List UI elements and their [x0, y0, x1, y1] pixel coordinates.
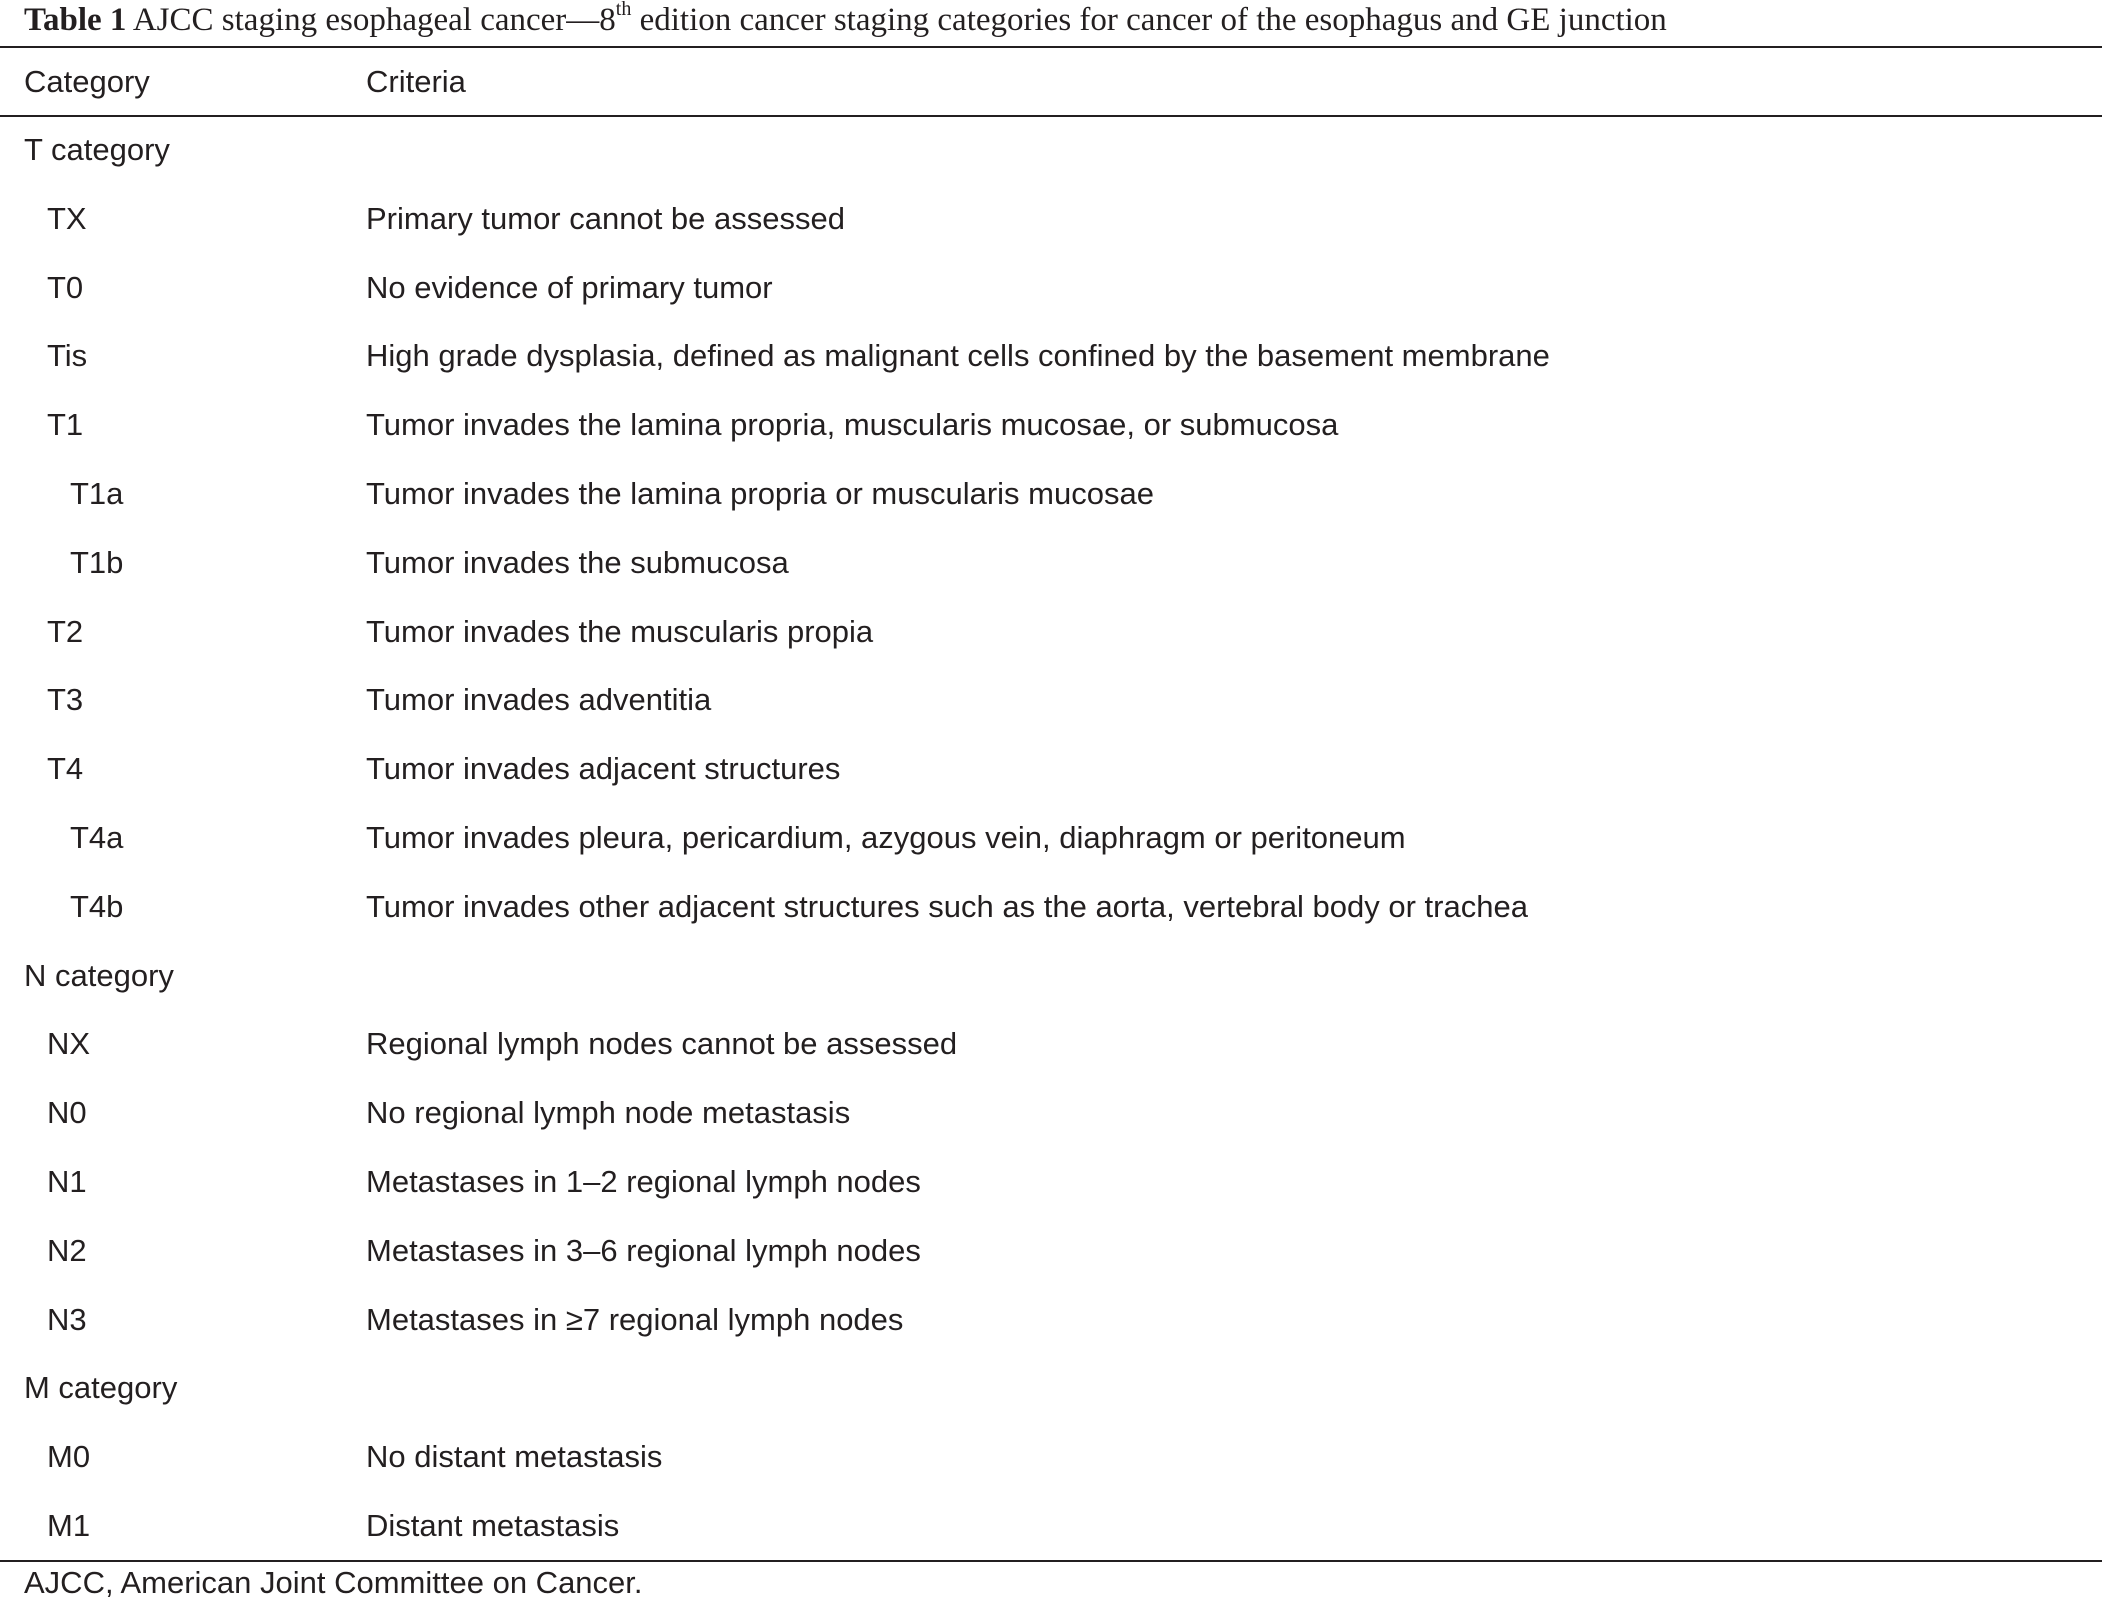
stage-criteria: Distant metastasis [366, 1507, 620, 1543]
table-row [0, 1492, 2102, 1561]
table-row [0, 1079, 2102, 1148]
stage-code: T4a [70, 819, 124, 855]
group-title: N category [24, 957, 174, 993]
stage-criteria: No evidence of primary tumor [366, 269, 773, 305]
stage-code: N1 [47, 1163, 87, 1199]
table-body [0, 116, 2102, 1561]
table-row [0, 322, 2102, 391]
table-title-part-1: AJCC staging esophageal cancer—8 [132, 2, 616, 38]
table-row [0, 873, 2102, 942]
table-row [0, 185, 2102, 254]
header-criteria: Criteria [366, 64, 466, 99]
stage-code: N3 [47, 1301, 87, 1337]
group-title: M category [24, 1370, 178, 1406]
stage-code: N2 [47, 1232, 87, 1268]
stage-criteria: No distant metastasis [366, 1439, 663, 1475]
stage-code: T4 [47, 751, 84, 787]
stage-code: Tis [47, 338, 88, 374]
stage-criteria: Regional lymph nodes cannot be assessed [366, 1026, 958, 1062]
stage-criteria: Tumor invades the submucosa [366, 544, 789, 580]
table-row [0, 529, 2102, 598]
table-row [0, 804, 2102, 873]
table-number: Table 1 [24, 2, 127, 38]
stage-criteria: No regional lymph node metastasis [366, 1095, 851, 1131]
table-row [0, 1148, 2102, 1217]
table-row [0, 598, 2102, 667]
stage-code: TX [47, 200, 87, 236]
stage-code: T2 [47, 613, 84, 649]
stage-criteria: Tumor invades adventitia [366, 682, 712, 718]
group-row [0, 1354, 2102, 1423]
stage-criteria: High grade dysplasia, defined as malignant cells confined by the basement membrane [366, 338, 1550, 374]
stage-code: T3 [47, 682, 84, 718]
stage-code: M1 [47, 1507, 91, 1543]
table-header-row [0, 48, 2102, 116]
stage-code: T1 [47, 407, 84, 443]
group-row [0, 942, 2102, 1011]
stage-code: T4b [70, 888, 124, 924]
table-caption [24, 0, 1667, 42]
table-row [0, 1217, 2102, 1286]
stage-code: T1a [70, 475, 124, 511]
header-rule [0, 115, 2102, 117]
stage-code: M0 [47, 1439, 91, 1475]
table-row [0, 735, 2102, 804]
stage-criteria: Primary tumor cannot be assessed [366, 200, 845, 236]
table-row [0, 254, 2102, 323]
table-title-part-2: edition cancer staging categories for cancer of the esophagus and GE junction [631, 2, 1667, 38]
table-row [0, 460, 2102, 529]
edition-superscript: th [615, 0, 632, 20]
staging-table [0, 48, 2102, 1561]
stage-criteria: Tumor invades pleura, pericardium, azygous vein, diaphragm or peritoneum [366, 819, 1406, 855]
stage-criteria: Metastases in 3–6 regional lymph nodes [366, 1232, 921, 1268]
table-row [0, 1423, 2102, 1492]
stage-code: T0 [47, 269, 84, 305]
stage-code: N0 [47, 1095, 87, 1131]
stage-criteria: Tumor invades the lamina propria, muscularis mucosae, or submucosa [366, 407, 1339, 443]
stage-criteria: Tumor invades other adjacent structures such as the aorta, vertebral body or trachea [366, 888, 1528, 924]
table-footnote: AJCC, American Joint Committee on Cancer. [24, 1565, 643, 1600]
stage-code: T1b [70, 544, 124, 580]
group-title: T category [24, 132, 170, 167]
stage-criteria: Tumor invades adjacent structures [366, 751, 841, 787]
stage-criteria: Metastases in ≥7 regional lymph nodes [366, 1301, 904, 1337]
stage-criteria: Tumor invades the lamina propria or muscularis mucosae [366, 475, 1154, 511]
header-category: Category [24, 64, 150, 99]
group-row [0, 116, 2102, 185]
stage-code: NX [47, 1026, 91, 1062]
table-row [0, 666, 2102, 735]
table-row [0, 1286, 2102, 1355]
table-row [0, 391, 2102, 460]
table-row [0, 1010, 2102, 1079]
stage-criteria: Tumor invades the muscularis propia [366, 613, 874, 649]
stage-criteria: Metastases in 1–2 regional lymph nodes [366, 1163, 921, 1199]
